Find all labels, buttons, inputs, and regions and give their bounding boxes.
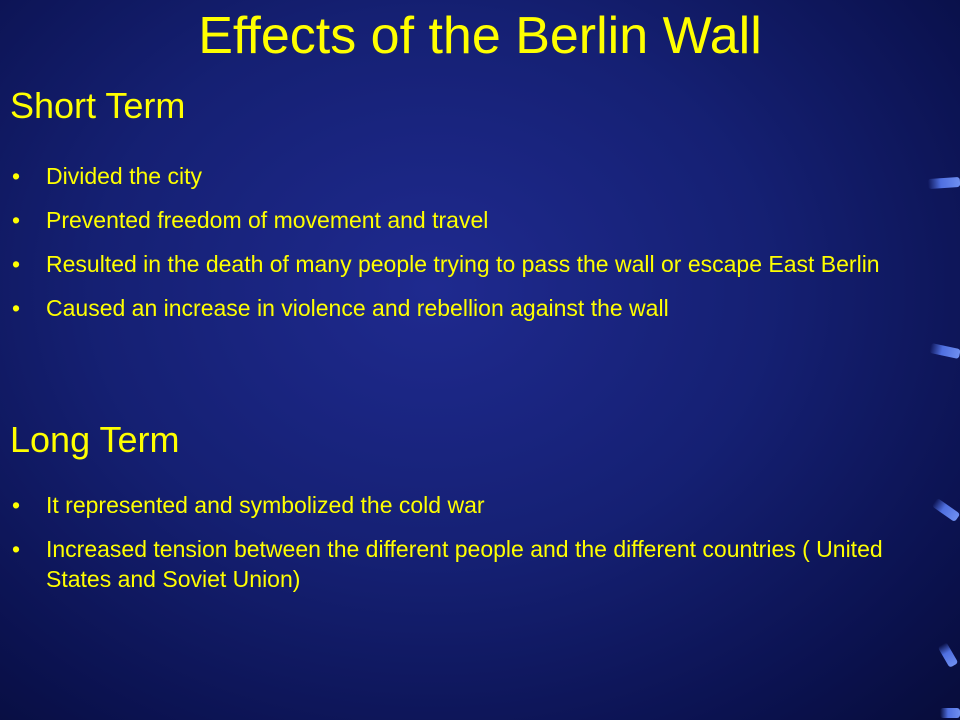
decorative-streak xyxy=(938,642,959,668)
slide-title: Effects of the Berlin Wall xyxy=(198,7,762,65)
bullet-text: It represented and symbolized the cold war xyxy=(46,492,485,518)
list-item xyxy=(0,490,950,520)
list-item xyxy=(0,293,950,323)
bullet-text: Prevented freedom of movement and travel xyxy=(46,207,489,233)
bullet-text: Divided the city xyxy=(46,163,202,189)
bullet-text: Caused an increase in violence and rebellion against the wall xyxy=(46,295,669,321)
list-item xyxy=(0,161,950,191)
bullet-icon: • xyxy=(12,163,21,189)
decorative-streak xyxy=(940,708,960,718)
decorative-streak xyxy=(928,177,960,189)
list-item xyxy=(0,205,950,235)
section-heading-long-term: Long Term xyxy=(10,419,180,460)
list-item xyxy=(0,534,950,594)
list-item xyxy=(0,249,950,279)
section-heading-short-term: Short Term xyxy=(10,85,186,126)
bullet-icon: • xyxy=(12,536,21,562)
decorative-streak xyxy=(929,343,960,359)
bullet-icon: • xyxy=(12,207,21,233)
bullet-list-short-term xyxy=(0,161,950,337)
bullet-icon: • xyxy=(12,492,21,518)
bullet-text: Increased tension between the different people and the different countries ( United States and Soviet Union) xyxy=(46,536,883,592)
bullet-list-long-term xyxy=(0,490,950,608)
bullet-icon: • xyxy=(12,295,21,321)
bullet-text: Resulted in the death of many people trying to pass the wall or escape East Berlin xyxy=(46,251,880,277)
bullet-icon: • xyxy=(12,251,21,277)
